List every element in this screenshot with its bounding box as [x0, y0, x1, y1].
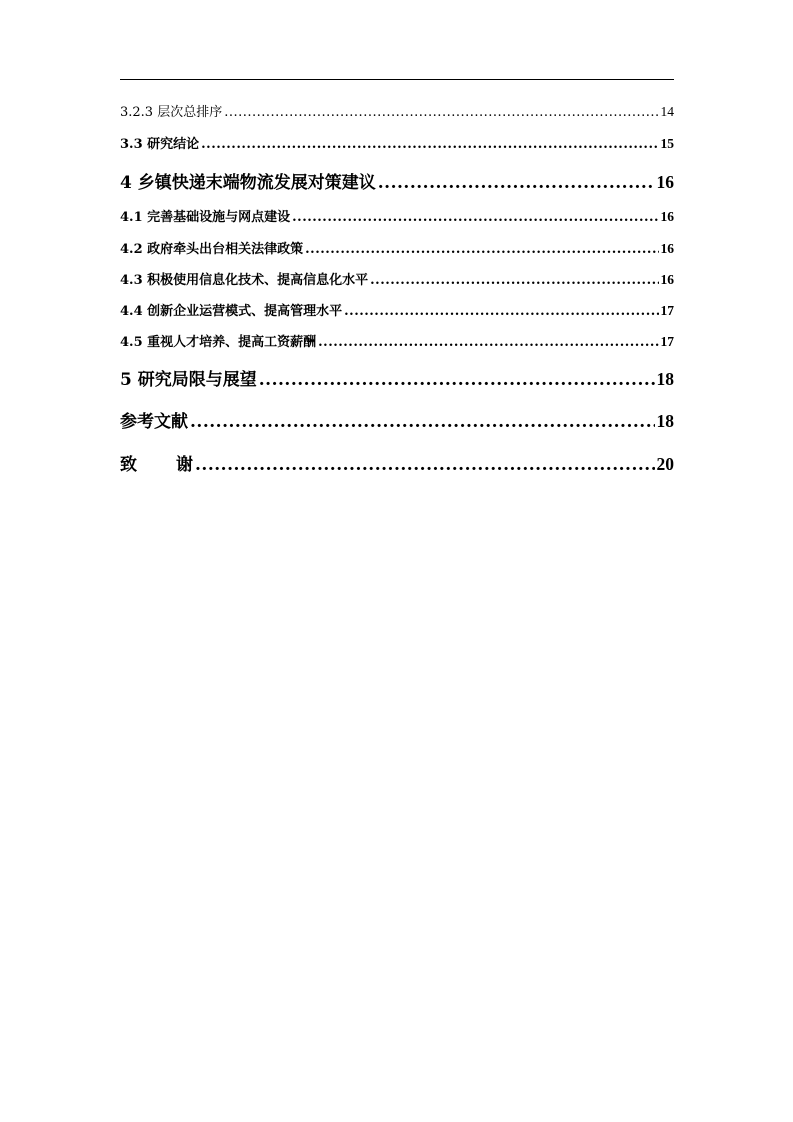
- toc-entry-label: 5 研究局限与展望: [120, 370, 257, 390]
- toc-entry-label: 参考文献: [120, 412, 188, 432]
- toc-entry-page: 20: [656, 454, 674, 474]
- toc-entry-page: 16: [656, 172, 674, 192]
- toc-entry-label-part2: 谢: [176, 455, 193, 475]
- toc-entry-page: 18: [656, 411, 674, 431]
- toc-entry-page: 16: [660, 272, 674, 287]
- toc-entry-page: 15: [660, 136, 674, 151]
- toc-entry-references[interactable]: [120, 407, 674, 432]
- toc-entry-label: 4.3 积极使用信息化技术、提高信息化水平: [120, 273, 369, 288]
- toc-entry-4-5[interactable]: [120, 331, 674, 350]
- toc-entry-4-4[interactable]: [120, 300, 674, 319]
- toc-entry-4-1[interactable]: [120, 206, 674, 225]
- dot-leader: [370, 273, 658, 288]
- toc-entry-page: 14: [660, 104, 674, 119]
- toc-entry-4-2[interactable]: [120, 238, 674, 257]
- dot-leader: [259, 370, 655, 390]
- toc-entry-label: 3.2.3 层次总排序: [120, 105, 223, 120]
- dot-leader: [224, 105, 658, 120]
- dot-leader: [318, 335, 658, 350]
- toc-entry-page: 16: [660, 209, 674, 224]
- toc-entry-acknowledgements[interactable]: [120, 450, 674, 475]
- toc-entry-label: 4.1 完善基础设施与网点建设: [120, 210, 291, 225]
- dot-leader: [292, 210, 658, 225]
- dot-leader: [344, 304, 658, 319]
- toc-entry-page: 16: [660, 241, 674, 256]
- toc-entry-label: 4.4 创新企业运营模式、提高管理水平: [120, 304, 343, 319]
- header-rule: [120, 79, 674, 80]
- toc-entry-chapter-4[interactable]: [120, 168, 674, 193]
- dot-leader: [195, 455, 655, 475]
- toc-entry-3-3[interactable]: [120, 133, 674, 152]
- toc-entry-chapter-5[interactable]: [120, 365, 674, 390]
- dot-leader: [378, 173, 655, 193]
- toc-entry-page: 17: [660, 303, 674, 318]
- toc-entry-label-part1: 致: [120, 455, 137, 475]
- dot-leader: [190, 412, 655, 432]
- dot-leader: [201, 137, 658, 152]
- toc-entry-label: 4.5 重视人才培养、提高工资薪酬: [120, 335, 317, 350]
- toc-entry-page: 18: [656, 369, 674, 389]
- toc-entry-label: 3.3 研究结论: [120, 137, 200, 152]
- dot-leader: [305, 242, 658, 257]
- toc-entry-label: 4.2 政府牵头出台相关法律政策: [120, 242, 304, 257]
- toc-entry-page: 17: [660, 334, 674, 349]
- toc-entry-3-2-3[interactable]: [120, 101, 674, 120]
- toc-entry-4-3[interactable]: [120, 269, 674, 288]
- toc-entry-label: [120, 450, 193, 475]
- toc-entry-label: 4 乡镇快递末端物流发展对策建议: [120, 173, 376, 193]
